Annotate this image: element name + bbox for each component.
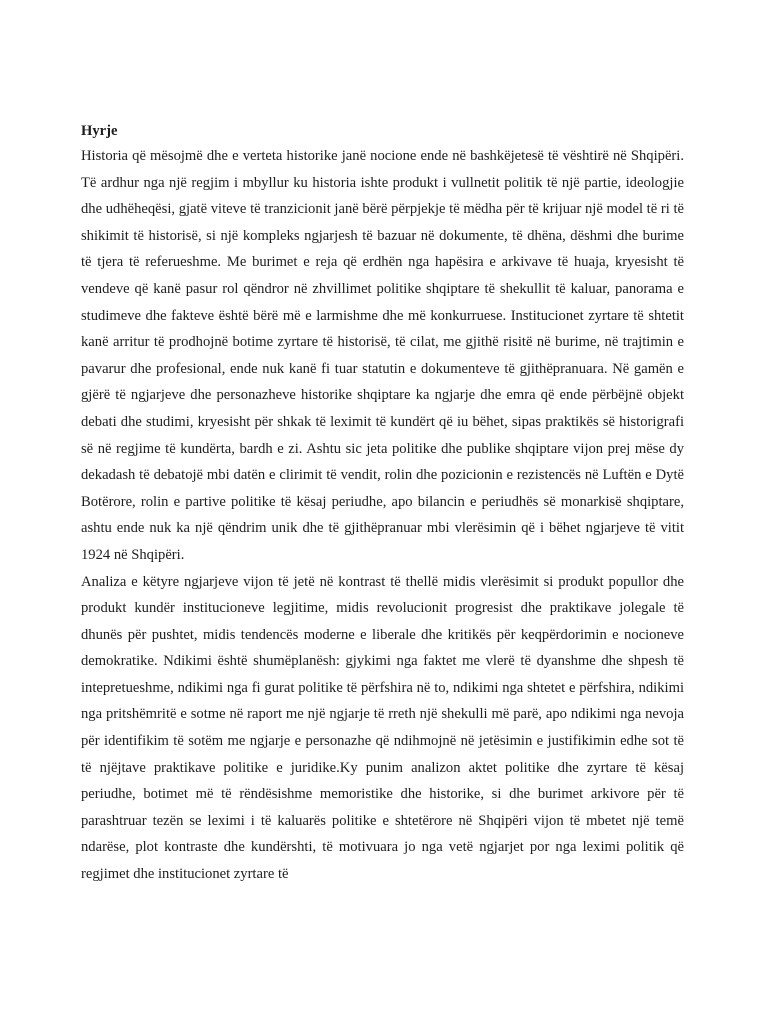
- document-body: [81, 119, 684, 888]
- section-heading: Hyrje: [81, 123, 118, 139]
- paragraph-1: Historia që mësojmë dhe e verteta historike janë nocione ende në bashkëjetesë të vështirë në Shqipëri. Të ardhur nga një regjim i mbyllur ku historia ishte produkt i vullnetit politik të një partie, ideologjie dhe udhëheqësi, gjatë viteve të tranzicionit janë bërë përpjekje të mëdha për të krijuar një model të ri të shikimit të historisë, si një kompleks ngjarjesh të bazuar në dokumente, të dhëna, dëshmi dhe burime të tjera të referueshme. Me burimet e reja që erdhën nga hapësira e arkivave të huaja, kryesisht të vendeve që kanë pasur rol qëndror në zhvillimet politike shqiptare të shekullit të kaluar, panorama e studimeve dhe fakteve është bërë më e larmishme dhe më konkurruese. Institucionet zyrtare të shtetit kanë arritur të prodhojnë botime zyrtare të historisë, të cilat, me gjithë risitë në burime, në trajtimin e pavarur dhe profesional, ende nuk kanë fi tuar statutin e dokumenteve të gjithëpranuara. Në gamën e gjërë të ngjarjeve dhe personazheve historike shqiptare ka ngjarje dhe emra që ende përbëjnë objekt debati dhe studimi, kryesisht për shkak të leximit të kundërt që iu bëhet, sipas praktikës së historigrafi së në regjime të kundërta, bardh e zi. Ashtu sic jeta politike dhe publike shqiptare vijon prej mëse dy dekadash të debatojë mbi datën e clirimit të vendit, rolin dhe pozicionin e rezistencës në Luftën e Dytë Botërore, rolin e partive politike të kësaj periudhe, apo bilancin e periudhës së monarkisë shqiptare, ashtu ende nuk ka një qëndrim unik dhe të gjithëpranuar mbi vlerësimin që i bëhet ngjarjeve të vitit 1924 në Shqipëri.: [81, 148, 684, 563]
- paragraph-2: Analiza e këtyre ngjarjeve vijon të jetë në kontrast të thellë midis vlerësimit si produkt popullor dhe produkt kundër institucioneve legjitime, midis revolucionit progresist dhe praktikave jolegale të dhunës për pushtet, midis tendencës moderne e liberale dhe kritikës për keqpërdorimin e nocioneve demokratike. Ndikimi është shumëplanësh: gjykimi nga faktet me vlerë të dyanshme dhe shpesh të intepretueshme, ndikimi nga fi gurat politike të përfshira në to, ndikimi nga shtetet e përfshira, ndikimi nga pritshëmritë e sotme në raport me një ngjarje të rreth një shekulli më parë, apo ndikimi nga nevoja për identifikim të sotëm me ngjarje e personazhe që ndihmojnë në jetësimin e justifikimin edhe sot të të njëjtave praktikave politike e juridike.Ky punim analizon aktet politike dhe zyrtare të kësaj periudhe, botimet më të rëndësishme memoristike dhe historike, si dhe burimet arkivore për të parashtruar tezën se leximi i të kaluarës politike e shtetërore në Shqipëri vijon të mbetet një temë ndarëse, plot kontraste dhe kundërshti, të motivuara jo nga vetë ngjarjet por nga leximi politik që regjimet dhe institucionet zyrtare të: [81, 573, 684, 883]
